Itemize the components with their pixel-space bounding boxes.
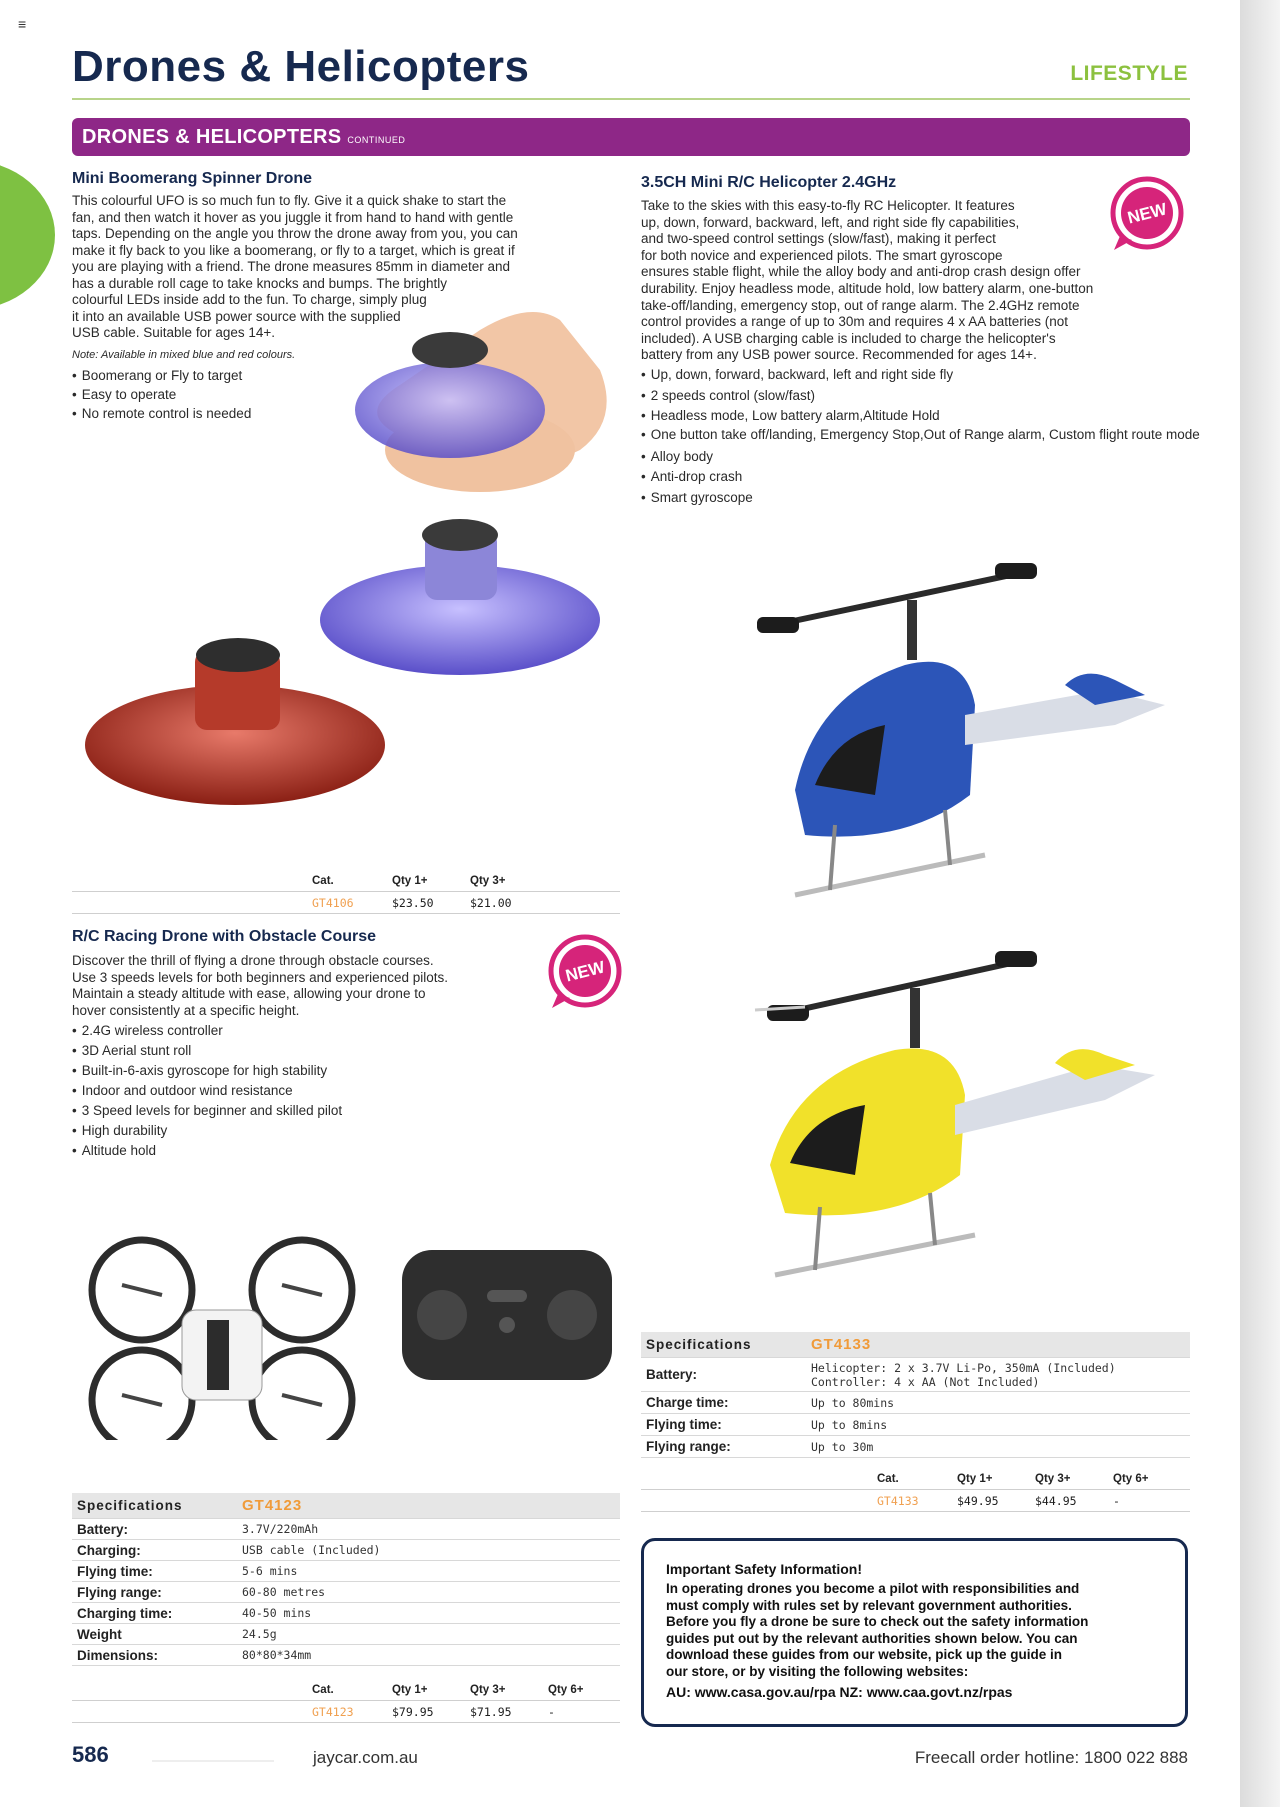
- product-title-racing: R/C Racing Drone with Obstacle Course: [72, 928, 377, 945]
- desc-line: This colourful UFO is so much fun to fly. Give it a quick shake to start the: [72, 193, 507, 208]
- desc-line: has a durable roll cage to take knocks and bumps. The brightly: [72, 275, 447, 291]
- safety-line: In operating drones you become a pilot with responsibilities and: [666, 1581, 1080, 1596]
- price-row: [641, 1490, 1190, 1512]
- helicopter-yellow-image: [655, 945, 1200, 1285]
- desc-line: make it fly back to you like a boomerang, or fly to a target, which is great if: [72, 242, 515, 258]
- list-item: • Altitude hold: [72, 1141, 342, 1161]
- title-divider: [72, 98, 1190, 100]
- spec-row: [641, 1358, 1190, 1392]
- price-qty1: $49.95: [957, 1493, 999, 1508]
- spec-code[interactable]: GT4123: [242, 1496, 303, 1514]
- col-cat: Cat.: [877, 1472, 899, 1485]
- col-cat: Cat.: [312, 874, 334, 887]
- footer-divider: [152, 1760, 274, 1762]
- price-table-heli: [641, 1468, 1190, 1512]
- list-item: • 2 speeds control (slow/fast): [641, 386, 1201, 407]
- feature-list-racing: [72, 1021, 342, 1161]
- product-title-heli: 3.5CH Mini R/C Helicopter 2.4GHz: [641, 174, 897, 191]
- spec-row: [641, 1436, 1190, 1458]
- price-table-header: [72, 1679, 620, 1701]
- spec-row: [72, 1582, 620, 1603]
- price-qty3: $21.00: [470, 895, 512, 910]
- spec-label: Flying range:: [646, 1439, 731, 1454]
- spec-header: [72, 1493, 620, 1519]
- col-qty6: Qty 6+: [548, 1683, 584, 1696]
- spec-value: 24.5g: [242, 1627, 277, 1641]
- spec-label: Charging time:: [77, 1605, 173, 1621]
- price-row: [72, 892, 620, 914]
- remote-controller: [402, 1250, 612, 1380]
- desc-line: up, down, forward, backward, left, and right side fly capabilities,: [641, 214, 1020, 230]
- spec-row: [72, 1519, 620, 1540]
- col-qty1: Qty 1+: [957, 1472, 993, 1485]
- desc-line: hover consistently at a specific height.: [72, 1002, 300, 1018]
- blue-spinner-top: [355, 362, 545, 458]
- price-qty6: -: [548, 1704, 555, 1719]
- spec-code[interactable]: GT4133: [811, 1335, 872, 1353]
- cat-code[interactable]: GT4133: [877, 1493, 919, 1508]
- spec-value: Up to 30m: [811, 1439, 874, 1454]
- blue-spinner-top-fan: [412, 332, 488, 368]
- desc-line: durability. Enjoy headless mode, altitude hold, low battery alarm, one-button: [641, 280, 1094, 296]
- cat-code[interactable]: GT4106: [312, 895, 354, 910]
- footer-website-link[interactable]: jaycar.com.au: [313, 1748, 418, 1767]
- racing-drone-image: [72, 1230, 632, 1440]
- desc-line: taps. Depending on the angle you throw the drone away from you, you can: [72, 226, 518, 241]
- desc-line: take-off/landing, emergency stop, out of range alarm. The 2.4GHz remote: [641, 297, 1080, 313]
- spec-value: 3.7V/220mAh: [242, 1522, 319, 1536]
- safety-line: our store, or by visiting the following websites:: [666, 1663, 969, 1679]
- page-title: Drones & Helicopters: [72, 42, 530, 91]
- badge-text: NEW: [563, 957, 607, 986]
- list-item: • Headless mode, Low battery alarm,Altitude Hold: [641, 406, 1201, 427]
- spec-value: 80*80*34mm: [242, 1648, 312, 1662]
- battery-line: Helicopter: 2 x 3.7V Li-Po, 350mA (Included): [811, 1360, 1116, 1375]
- spec-row: [641, 1414, 1190, 1436]
- price-row: [72, 1701, 620, 1723]
- price-qty6: -: [1113, 1493, 1120, 1508]
- banner-subtitle: CONTINUED: [347, 135, 406, 145]
- footer-hotline: Freecall order hotline: 1800 022 888: [914, 1748, 1188, 1767]
- product-description-racing: [72, 953, 532, 1019]
- battery-line: Controller: 4 x AA (Not Included): [811, 1374, 1040, 1389]
- price-qty3: $71.95: [470, 1704, 512, 1719]
- spec-value: [811, 1361, 1190, 1389]
- col-qty3: Qty 3+: [1035, 1472, 1071, 1485]
- spec-row: [72, 1645, 620, 1666]
- spec-value: 60-80 metres: [242, 1585, 326, 1599]
- spec-value: Up to 8mins: [811, 1417, 888, 1432]
- price-table-racing: [72, 1679, 620, 1723]
- section-banner: [72, 118, 1190, 156]
- desc-line: control provides a range of up to 30m and requires 4 x AA batteries (not: [641, 314, 1069, 330]
- safety-line: must comply with rules set by relevant government authorities.: [666, 1597, 1072, 1613]
- list-item: • Alloy body: [641, 447, 1201, 468]
- desc-line: and two-speed control settings (slow/fast), making it perfect: [641, 231, 996, 247]
- price-qty3: $44.95: [1035, 1493, 1077, 1508]
- safety-line: guides put out by the relevant authorities shown below. You can: [666, 1630, 1078, 1646]
- spec-label: Charging:: [77, 1542, 141, 1558]
- spec-label: Flying range:: [77, 1584, 162, 1600]
- blue-spinner-fan: [422, 519, 498, 551]
- desc-line: it into an available USB power source with the supplied: [72, 308, 401, 324]
- desc-line: you are playing with a friend. The drone measures 85mm in diameter and: [72, 259, 510, 274]
- col-qty1: Qty 1+: [392, 874, 428, 887]
- spec-row: [72, 1540, 620, 1561]
- spec-row: [72, 1603, 620, 1624]
- col-qty3: Qty 3+: [470, 874, 506, 887]
- menu-icon[interactable]: ≡: [18, 16, 27, 32]
- desc-line: Use 3 speeds levels for both beginners and experienced pilots.: [72, 969, 448, 985]
- list-item: • Easy to operate: [72, 385, 251, 404]
- spec-label: Weight: [77, 1626, 122, 1642]
- spec-table-heli: [641, 1332, 1190, 1458]
- banner-title: DRONES & HELICOPTERS: [82, 125, 342, 148]
- spec-value: Up to 80mins: [811, 1395, 895, 1410]
- list-item: • One button take off/landing, Emergency Stop,Out of Range alarm, Custom flight route mode: [641, 427, 1201, 447]
- desc-line: Maintain a steady altitude with ease, allowing your drone to: [72, 986, 426, 1001]
- desc-line: ensures stable flight, while the alloy body and anti-drop crash design offer: [641, 264, 1081, 280]
- safety-line: download these guides from our website, pick up the guide in: [666, 1647, 1063, 1662]
- product-title-spinner: Mini Boomerang Spinner Drone: [72, 170, 313, 187]
- price-table-spinner: [72, 870, 620, 914]
- list-item: • Smart gyroscope: [641, 488, 1201, 509]
- spec-header: [641, 1332, 1190, 1358]
- quad-drone: [92, 1240, 352, 1440]
- red-spinner-fan: [196, 638, 280, 672]
- col-qty6: Qty 6+: [1113, 1472, 1149, 1485]
- price-table-header: [641, 1468, 1190, 1490]
- spec-label: Dimensions:: [77, 1647, 159, 1663]
- spec-label: Battery:: [646, 1367, 698, 1382]
- list-item: • 3D Aerial stunt roll: [72, 1041, 342, 1061]
- spec-label: Flying time:: [646, 1417, 722, 1432]
- desc-line: colourful LEDs inside add to the fun. To charge, simply plug: [72, 292, 427, 307]
- feature-list-heli: [641, 365, 1201, 508]
- category-label: LIFESTYLE: [1070, 62, 1188, 85]
- section-tab-marker: [0, 160, 55, 310]
- page-gutter: [1240, 0, 1280, 1807]
- spec-label: Battery:: [77, 1521, 129, 1537]
- spec-value: 5-6 mins: [242, 1564, 298, 1578]
- product-note-spinner: Note: Available in mixed blue and red colours.: [72, 349, 296, 361]
- spec-row: [72, 1561, 620, 1582]
- col-cat: Cat.: [312, 1683, 334, 1696]
- safety-info-box: [641, 1538, 1188, 1727]
- spec-heading: Specifications: [646, 1337, 752, 1352]
- safety-urls[interactable]: AU: www.casa.gov.au/rpa NZ: www.caa.govt.nz/rpas: [666, 1684, 1013, 1700]
- price-qty1: $79.95: [392, 1704, 434, 1719]
- spinner-drone-image: [60, 290, 630, 810]
- desc-line: included). A USB charging cable is included to charge the helicopter's: [641, 330, 1056, 346]
- spec-row: [641, 1392, 1190, 1414]
- spec-value: 40-50 mins: [242, 1606, 312, 1620]
- safety-title: Important Safety Information!: [666, 1561, 863, 1577]
- desc-line: Take to the skies with this easy-to-fly RC Helicopter. It features: [641, 198, 1015, 213]
- list-item: • Up, down, forward, backward, left and right side fly: [641, 365, 1201, 386]
- desc-line: battery from any USB power source. Recommended for ages 14+.: [641, 347, 1037, 363]
- list-item: • 3 Speed levels for beginner and skilled pilot: [72, 1101, 342, 1121]
- price-qty1: $23.50: [392, 895, 434, 910]
- new-badge-heli: [1110, 176, 1184, 250]
- list-item: • No remote control is needed: [72, 404, 251, 423]
- list-item: • Indoor and outdoor wind resistance: [72, 1081, 342, 1101]
- spec-heading: Specifications: [77, 1498, 183, 1513]
- list-item: • High durability: [72, 1121, 342, 1141]
- price-table-header: [72, 870, 620, 892]
- spec-label: Flying time:: [77, 1563, 153, 1579]
- desc-line: fan, and then watch it hover as you juggle it from hand to hand with gentle: [72, 209, 514, 225]
- cat-code[interactable]: GT4123: [312, 1704, 354, 1719]
- helicopter-blue-image: [645, 555, 1190, 925]
- new-badge-racing: [548, 934, 622, 1008]
- safety-line: Before you fly a drone be sure to check out the safety information: [666, 1614, 1089, 1629]
- list-item: • Anti-drop crash: [641, 467, 1201, 488]
- desc-line: USB cable. Suitable for ages 14+.: [72, 325, 276, 340]
- list-item: • Built-in-6-axis gyroscope for high stability: [72, 1061, 342, 1081]
- list-item: • Boomerang or Fly to target: [72, 366, 251, 385]
- spec-table-racing: [72, 1493, 620, 1666]
- spec-label: Charge time:: [646, 1395, 729, 1410]
- col-qty1: Qty 1+: [392, 1683, 428, 1696]
- spec-value: USB cable (Included): [242, 1543, 381, 1557]
- badge-text: NEW: [1125, 199, 1169, 228]
- page-number: 586: [72, 1742, 109, 1767]
- desc-line: Discover the thrill of flying a drone through obstacle courses.: [72, 953, 434, 968]
- safety-body: [666, 1581, 1163, 1680]
- list-item: • 2.4G wireless controller: [72, 1021, 342, 1041]
- col-qty3: Qty 3+: [470, 1683, 506, 1696]
- spec-row: [72, 1624, 620, 1645]
- desc-line: for both novice and experienced pilots. The smart gyroscope: [641, 247, 1003, 263]
